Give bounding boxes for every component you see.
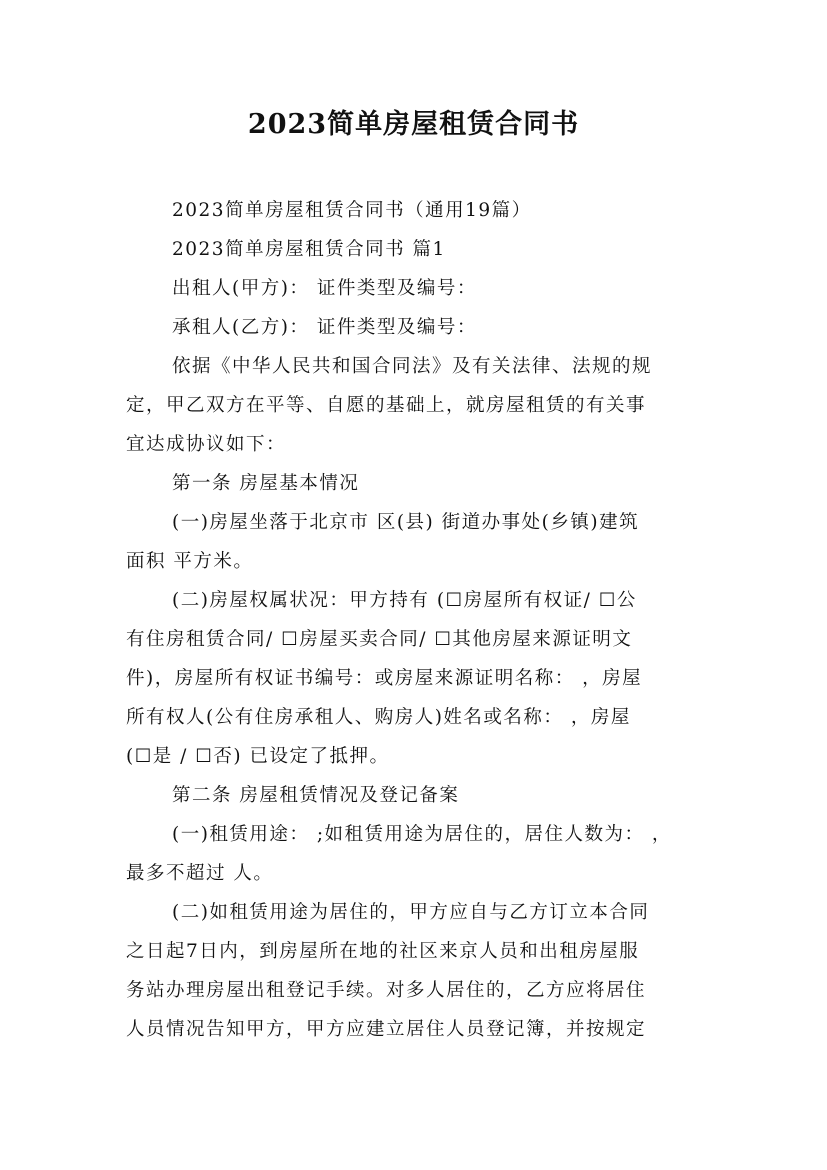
- paragraph-line: 宜达成协议如下：: [126, 434, 287, 455]
- paragraph-line: 最多不超过 人。: [126, 863, 274, 884]
- subtitle-line: 2023简单房屋租赁合同书（通用19篇）: [172, 200, 532, 221]
- paragraph-line: 之日起7日内，到房屋所在地的社区来京人员和出租房屋服: [126, 941, 640, 962]
- paragraph-line: (一)租赁用途： ;如租赁用途为居住的，居住人数为： ，: [172, 824, 672, 845]
- paragraph-line: (一)房屋坐落于北京市 区(县) 街道办事处(乡镇)建筑: [172, 512, 640, 533]
- paragraph-line: (二)如租赁用途为居住的，甲方应自与乙方订立本合同: [172, 902, 650, 923]
- paragraph-line: 有住房租赁合同/ ☐房屋买卖合同/ ☐其他房屋来源证明文: [126, 629, 633, 650]
- paragraph-line: 件)，房屋所有权证书编号：或房屋来源证明名称： ，房屋: [126, 668, 643, 689]
- paragraph-line: 所有权人(公有住房承租人、购房人)姓名或名称： ，房屋: [126, 707, 631, 728]
- paragraph-line: 依据《中华人民共和国合同法》及有关法律、法规的规: [172, 356, 653, 377]
- lessor-line: 出租人(甲方)： 证件类型及编号：: [172, 278, 477, 299]
- paragraph-line: (二)房屋权属状况：甲方持有 (☐房屋所有权证/ ☐公: [172, 590, 637, 611]
- document-title: 2023简单房屋租赁合同书: [247, 109, 580, 140]
- article-heading-line: 第二条 房屋租赁情况及登记备案: [172, 785, 460, 806]
- paragraph-line: 定，甲乙双方在平等、自愿的基础上，就房屋租赁的有关事: [126, 395, 647, 416]
- article-heading-line: 第一条 房屋基本情况: [172, 473, 360, 494]
- paragraph-line: 面积 平方米。: [126, 551, 254, 572]
- section-heading-line: 2023简单房屋租赁合同书 篇1: [172, 239, 446, 260]
- lessee-line: 承租人(乙方)： 证件类型及编号：: [172, 317, 477, 338]
- paragraph-line: 务站办理房屋出租登记手续。对多人居住的，乙方应将居住: [126, 980, 647, 1001]
- paragraph-line: (☐是 / ☐否) 已设定了抵押。: [126, 746, 390, 767]
- paragraph-line: 人员情况告知甲方，甲方应建立居住人员登记簿，并按规定: [126, 1019, 647, 1040]
